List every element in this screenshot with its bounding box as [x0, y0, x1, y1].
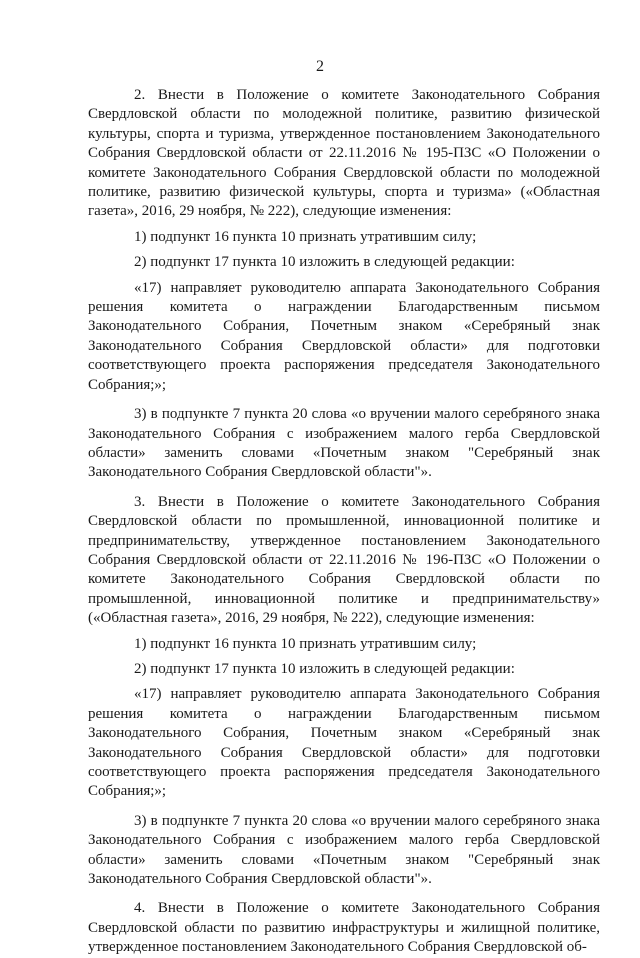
document-body — [88, 86, 600, 958]
paragraph-3-intro: 3. Внести в Положение о комитете Законодательного Собрания Свердловской области по промышленной, инновационной политике и предпринимательству, утвержденное постановлением Законодательного Собрания Свердловской области от 22.11.2016 № 196-ПЗС «О Положении о комитете Законодательного Собрания Свердловской области по промышленной, инновационной политике и предпринимательству» («Областная газета», 2016, 29 ноября, № 222), следующие изменения: — [88, 493, 600, 627]
paragraph-3-item-2: 2) подпункт 17 пункта 10 изложить в следующей редакции: — [134, 660, 515, 677]
page-number: 2 — [316, 58, 324, 75]
paragraph-2-quote: «17) направляет руководителю аппарата Законодательного Собрания решения комитета о награждении Благодарственным письмом Законодательного Собрания, Почетным знаком «Серебряный знак Законодательного Собрания Свердловской области» для подготовки соответствующего проекта распоряжения председателя Законодательного Собрания;»; — [88, 279, 600, 393]
paragraph-4-intro: 4. Внести в Положение о комитете Законодательного Собрания Свердловской области по развитию инфраструктуры и жилищной политике, утвержденное постановлением Законодательного Собрания Свердловской об- — [88, 900, 600, 956]
paragraph-3-quote: «17) направляет руководителю аппарата Законодательного Собрания решения комитета о награждении Благодарственным письмом Законодательного Собрания, Почетным знаком «Серебряный знак Законодательного Собрания Свердловской области» для подготовки соответствующего проекта распоряжения председателя Законодательного Собрания;»; — [88, 686, 600, 800]
paragraph-3-item-3: 3) в подпункте 7 пункта 20 слова «о вручении малого серебряного знака Законодательного Собрания с изображением малого герба Свердловской области» заменить словами «Почетным знаком "Серебряный знак Законодательного Собрания Свердловской области"». — [88, 812, 600, 888]
paragraph-2-item-3: 3) в подпункте 7 пункта 20 слова «о вручении малого серебряного знака Законодательного Собрания с изображением малого герба Свердловской области» заменить словами «Почетным знаком "Серебряный знак Законодательного Собрания Свердловской области"». — [88, 406, 600, 481]
paragraph-2-intro: 2. Внести в Положение о комитете Законодательного Собрания Свердловской области по молодежной политике, развитию физической культуры, спорта и туризма, утвержденное постановлением Законодательного Собрания Свердловской области от 22.11.2016 № 195-ПЗС «О Положении о комитете Законодательного Собрания Свердловской области по молодежной политике, развитию физической культуры, спорта и туризма» («Областная газета», 2016, 29 ноября, № 222), следующие изменения: — [88, 87, 600, 220]
paragraph-2-item-1: 1) подпункт 16 пункта 10 признать утратившим силу; — [134, 228, 477, 245]
paragraph-3-item-1: 1) подпункт 16 пункта 10 признать утратившим силу; — [134, 635, 477, 652]
paragraph-2-item-2: 2) подпункт 17 пункта 10 изложить в следующей редакции: — [134, 254, 515, 271]
